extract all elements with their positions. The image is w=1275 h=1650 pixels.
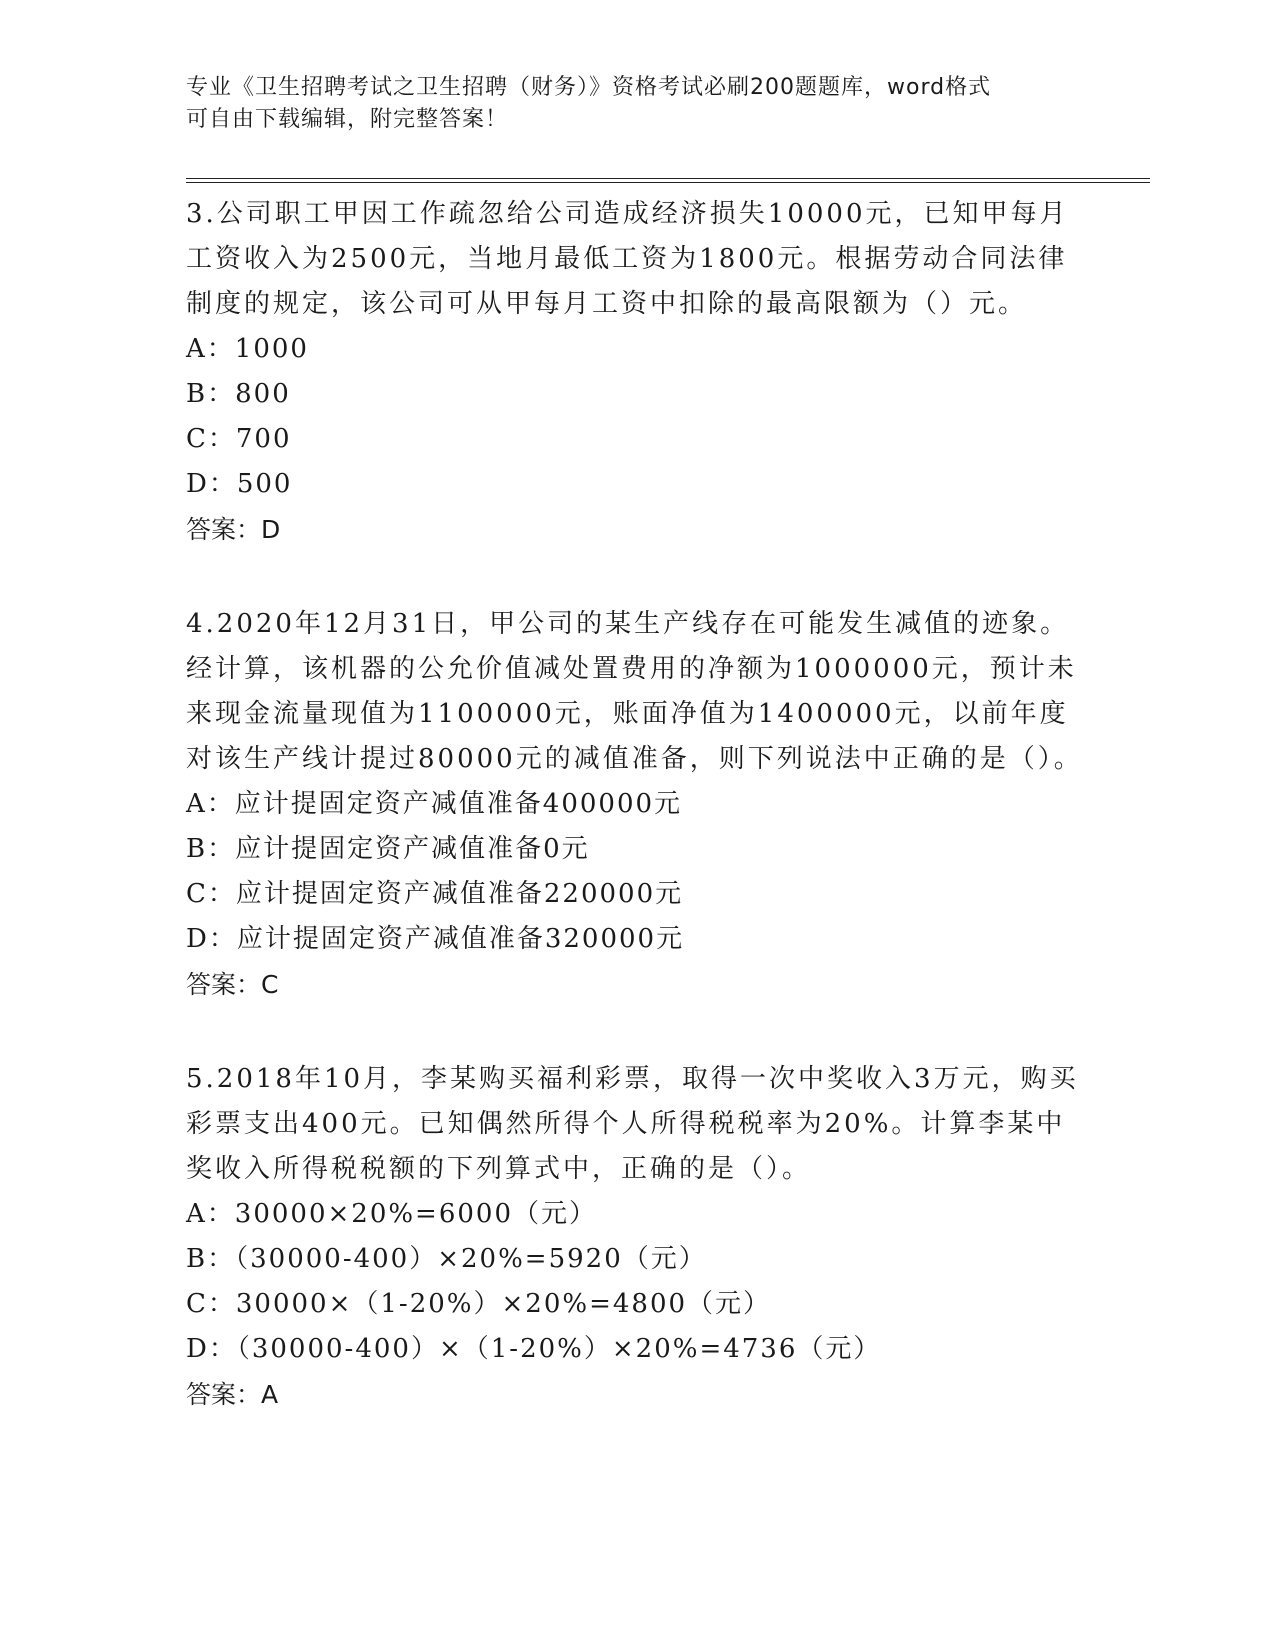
option-d: D：（30000-400）×（1-20%）×20%=4736（元） [186,1334,882,1364]
header-line-2: 可自由下载编辑，附完整答案！ [186,107,509,132]
document-header [186,72,1066,136]
option-b: B：800 [186,379,291,409]
question-5 [186,1057,1086,1417]
option-b: B：应计提固定资产减值准备0元 [186,834,590,864]
answer-line: 答案：A [186,1380,279,1409]
header-line-1: 专业《卫生招聘考试之卫生招聘（财务）》资格考试必刷200题题库，word格式 [186,75,992,100]
option-a: A：1000 [186,334,309,364]
option-b: B：（30000-400）×20%=5920（元） [186,1244,707,1274]
option-a: A：应计提固定资产减值准备400000元 [186,789,683,819]
question-stem: 4.2020年12月31日，甲公司的某生产线存在可能发生减值的迹象。经计算，该机器的公允价值减处置费用的净额为1000000元，预计未来现金流量现值为1100000元，账面净值为1400000元，以前年度对该生产线计提过80000元的减值准备，则下列说法中正确的是（）。 [186,609,1083,774]
question-3 [186,192,1086,552]
header-divider-top [186,178,1150,179]
answer-line: 答案：C [186,970,279,999]
option-a: A：30000×20%=6000（元） [186,1199,598,1229]
question-stem: 5.2018年10月，李某购买福利彩票，取得一次中奖收入3万元，购买彩票支出400元。已知偶然所得个人所得税税率为20%。计算李某中奖收入所得税税额的下列算式中，正确的是（）。 [186,1064,1079,1184]
answer-line: 答案：D [186,515,281,544]
header-divider-bottom [186,182,1150,183]
option-d: D：应计提固定资产减值准备320000元 [186,924,685,954]
question-stem: 3.公司职工甲因工作疏忽给公司造成经济损失10000元，已知甲每月工资收入为2500元，当地月最低工资为1800元。根据劳动合同法律制度的规定，该公司可从甲每月工资中扣除的最高限额为（）元。 [186,199,1069,319]
option-c: C：应计提固定资产减值准备220000元 [186,879,684,909]
question-4 [186,602,1086,1007]
option-c: C：700 [186,424,292,454]
question-list [186,192,1086,1467]
option-c: C：30000×（1-20%）×20%=4800（元） [186,1289,772,1319]
option-d: D：500 [186,469,293,499]
